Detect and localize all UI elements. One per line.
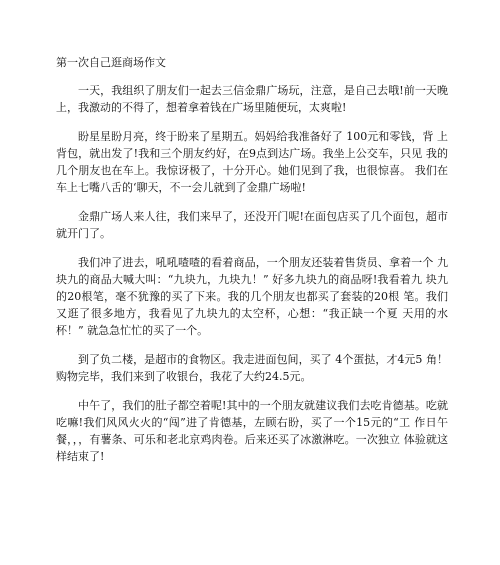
paragraph-5: 到了负二楼，是超市的食物区。我走进面包间，买了 4个蛋挞，才4元5 角！购物完毕，我们来到了收银台，我花了大约24.5元。 <box>56 353 448 383</box>
document-title: 第一次自己逛商场作文 <box>56 56 166 69</box>
paragraph-1: 一天，我组织了朋友们一起去三信金鼎广场玩，注意，是自己去哦!前一天晚上，我激动的不得了，想着拿着钱在广场里随便玩，太爽啦! <box>56 84 448 114</box>
paragraph-3: 金鼎广场人来人往，我们来早了，还没开门呢!在面包店买了几个面包，超市就开门了。 <box>56 210 448 240</box>
document-page <box>56 56 448 477</box>
paragraph-2: 盼星星盼月亮，终于盼来了星期五。妈妈给我准备好了 100元和零钱，背 上背包，就出发了!我和三个朋友约好，在9点到达广场。我坐上公交车，只见 我的几个朋友也在车上。我惊讶极了，十分开心。她们见到了我，也很惊喜。 我们在车上七嘴八舌的‘聊天，不一会儿就到了金鼎广场啦! <box>56 130 448 194</box>
paragraph-4: 我们冲了进去，吼吼喳喳的看着商品，一个朋友还装着售货员、拿着一个 九块九的商品大喊大叫：“九块九，九块九！” 好多九块九的商品呀!我看着九 块九的20根笔，毫不犹豫的买了下来。我的几个朋友也都买了套装的20根 笔。我们又逛了很多地方，我看见了九块九的太空杯，心想：“我正缺一个夏 天用的水杯！” 就急急忙忙的买了一个。 <box>56 256 448 337</box>
paragraph-6: 中午了，我们的肚子都空着呢!其中的一个朋友就建议我们去吃肯德基。吃就吃嘛!我们风风火火的“闯”进了肯德基，左顾右盼，买了一个15元的“工 作日午餐，，，有薯条、可乐和老北京鸡肉卷。后来还买了冰激淋吃。一次独立 体验就这样结束了! <box>56 399 448 463</box>
